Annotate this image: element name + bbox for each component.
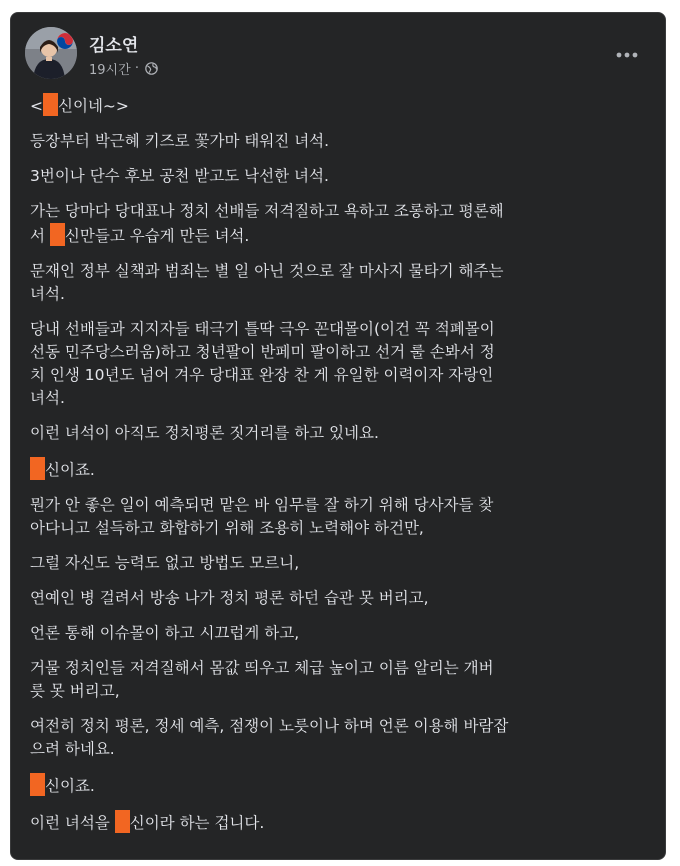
text: 신만들고 우습게 만든 녀석. — [64, 227, 250, 245]
text: 선동 민주당스러움)하고 청년팔이 반페미 팔이하고 선거 룰 손봐서 정 — [30, 343, 495, 361]
text: 녀석. — [30, 389, 65, 407]
paragraph — [30, 422, 651, 445]
paragraph — [30, 494, 651, 540]
text: 거물 정치인들 저격질해서 몸값 띄우고 체급 높이고 이름 알리는 개버 — [30, 659, 494, 677]
paragraph — [30, 810, 651, 835]
paragraph — [30, 260, 651, 306]
facebook-post-card — [10, 12, 666, 860]
globe-icon — [145, 62, 158, 75]
text: 서 — [30, 227, 50, 245]
text: 신이죠. — [45, 461, 95, 479]
meta-separator: · — [134, 61, 139, 76]
text: 등장부터 박근혜 키즈로 꽃가마 태워진 녀석. — [30, 132, 330, 150]
redaction-mark — [30, 773, 45, 796]
paragraph — [30, 200, 651, 248]
avatar-photo-icon — [25, 27, 77, 79]
paragraph — [30, 622, 651, 645]
text: 녀석. — [30, 285, 65, 303]
text: 이런 녀석이 아직도 정치평론 짓거리를 하고 있네요. — [30, 424, 379, 442]
text: 당내 선배들과 지지자들 태극기 틀딱 극우 꼰대몰이(이건 꼭 적폐몰이 — [30, 320, 495, 338]
paragraph — [30, 318, 651, 410]
paragraph — [30, 457, 651, 482]
paragraph — [30, 130, 651, 153]
paragraph — [30, 587, 651, 610]
paragraph — [30, 552, 651, 575]
paragraph — [30, 773, 651, 798]
text: 치 인생 10년도 넘어 겨우 당대표 완장 찬 게 유일한 이력이자 자랑인 — [30, 366, 494, 384]
paragraph — [30, 715, 651, 761]
redaction-mark — [30, 457, 45, 480]
text: 릇 못 버리고, — [30, 682, 120, 700]
text: 3번이나 단수 후보 공천 받고도 낙선한 녀석. — [30, 167, 329, 185]
more-options-button[interactable] — [609, 41, 645, 69]
text: 연예인 병 걸려서 방송 나가 정치 평론 하던 습관 못 버리고, — [30, 589, 429, 607]
paragraph — [30, 165, 651, 188]
redaction-mark — [43, 93, 58, 116]
text: 으려 하네요. — [30, 740, 115, 758]
text: 신이네~> — [58, 97, 129, 115]
author-name[interactable]: 김소연 — [89, 36, 139, 56]
text: 아다니고 설득하고 화합하기 위해 조용히 노력해야 하건만, — [30, 519, 424, 537]
text: 그럴 자신도 능력도 없고 방법도 모르니, — [30, 554, 300, 572]
post-header — [25, 25, 651, 85]
redaction-mark — [50, 223, 65, 246]
text: 여전히 정치 평론, 정세 예측, 점쟁이 노릇이나 하며 언론 이용해 바람잡 — [30, 717, 509, 735]
paragraph — [30, 657, 651, 703]
author-avatar[interactable] — [25, 27, 77, 79]
more-horizontal-icon — [609, 41, 645, 69]
post-meta — [89, 59, 158, 78]
redaction-mark — [115, 810, 130, 833]
text: < — [30, 97, 43, 115]
paragraph — [30, 93, 651, 118]
text: 문재인 정부 실책과 범죄는 별 일 아닌 것으로 잘 마사지 물타기 해주는 — [30, 262, 504, 280]
post-body — [30, 93, 651, 847]
post-time[interactable]: 19시간 — [89, 63, 131, 78]
text: 신이죠. — [45, 777, 95, 795]
text: 언론 통해 이슈몰이 하고 시끄럽게 하고, — [30, 624, 300, 642]
text: 이런 녀석을 — [30, 814, 115, 832]
text: 신이라 하는 겁니다. — [129, 814, 265, 832]
text: 가는 당마다 당대표나 정치 선배들 저격질하고 욕하고 조롱하고 평론해 — [30, 202, 504, 220]
text: 뭔가 안 좋은 일이 예측되면 맡은 바 임무를 잘 하기 위해 당사자들 찾 — [30, 496, 494, 514]
